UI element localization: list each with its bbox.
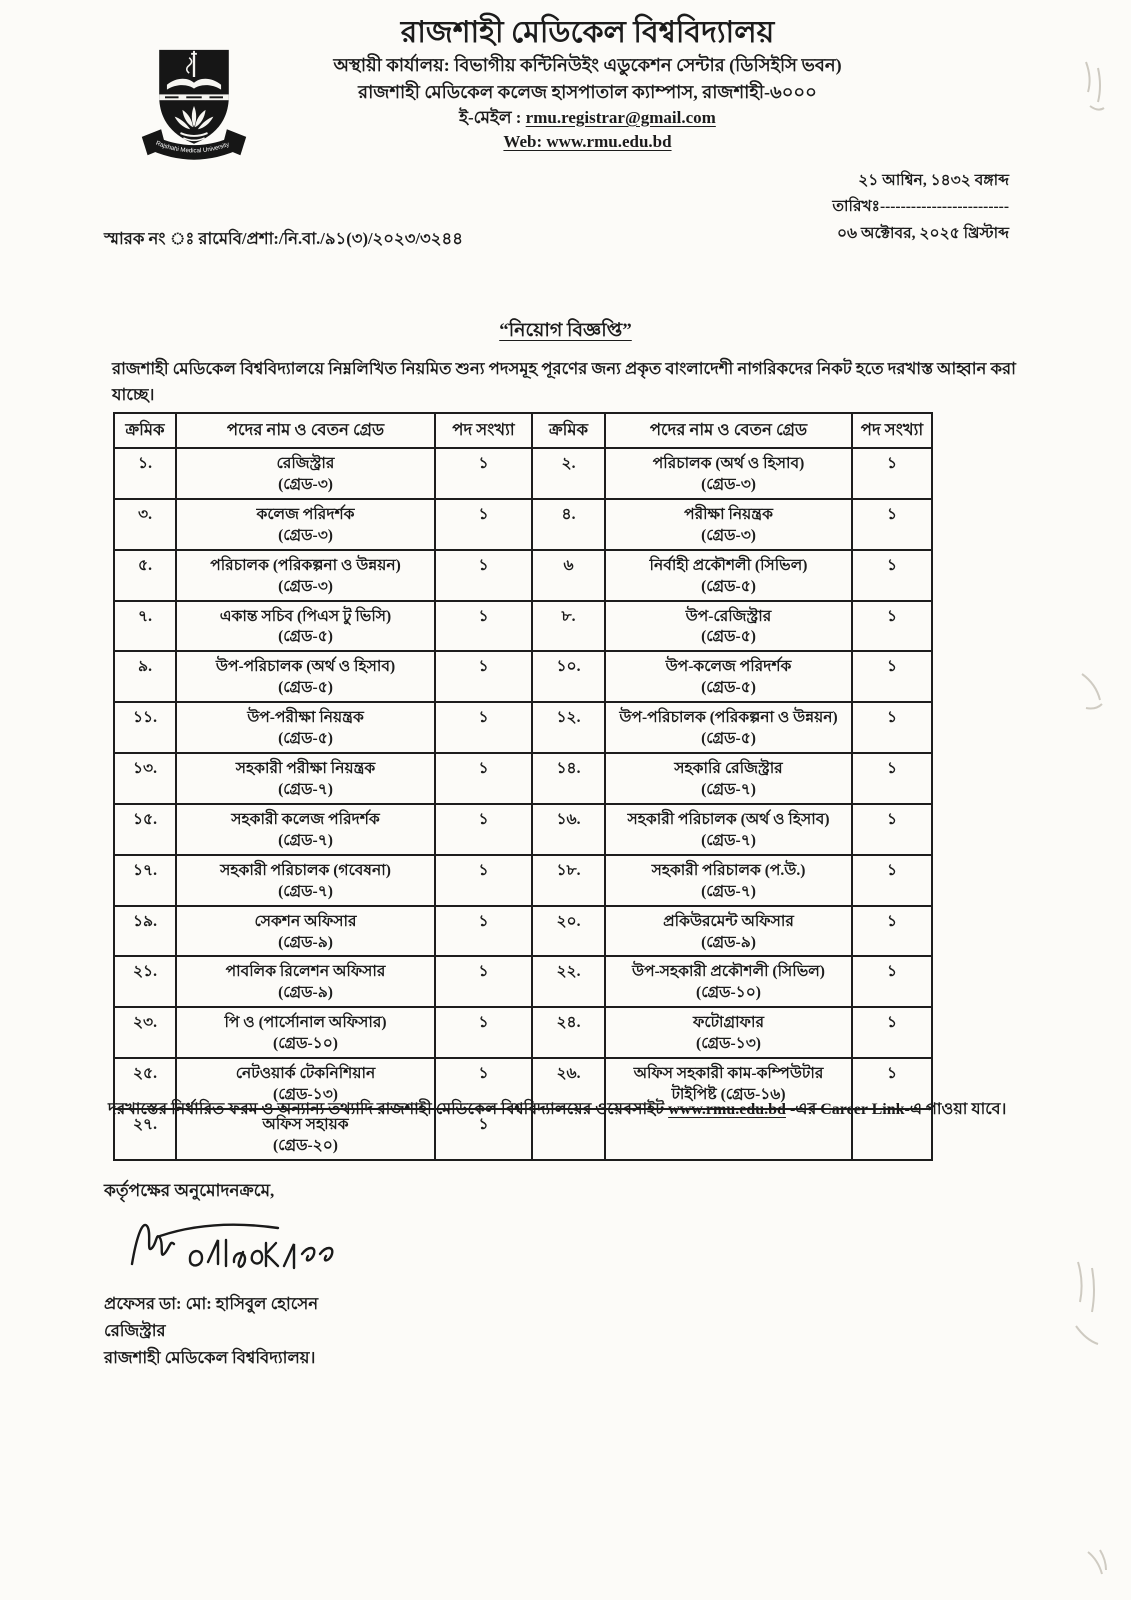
post-cell (176, 499, 435, 550)
post-count-cell: ১ (435, 906, 532, 957)
post-count-cell: ১ (435, 1058, 532, 1109)
post-count-cell: ১ (435, 601, 532, 652)
post-name: অফিস সহায়ক (262, 1115, 349, 1133)
post-name: উপ-পরীক্ষা নিয়ন্ত্রক (247, 709, 364, 727)
post-cell (176, 753, 435, 804)
email-line (44, 106, 1131, 131)
signatory-name: প্রফেসর ডা: মো: হাসিবুল হোসেন (104, 1294, 319, 1313)
post-name: একান্ত সচিব (পিএস টু ভিসি) (219, 607, 392, 625)
table-header-row (114, 413, 932, 448)
scan-artifact (1062, 1258, 1108, 1354)
serial-cell: ১৫. (114, 804, 176, 855)
post-count-cell: ১ (852, 448, 932, 499)
post-count-cell: ১ (852, 1058, 932, 1109)
post-count-cell: ১ (435, 1109, 532, 1160)
post-count-cell: ১ (852, 651, 932, 702)
post-grade: (গ্রেড-৩) (278, 526, 333, 544)
post-count-cell: ১ (435, 753, 532, 804)
post-cell (176, 601, 435, 652)
header-serial: ক্রমিক (114, 413, 176, 448)
post-name: সহকারী পরিচালক (প.উ.) (651, 861, 806, 879)
serial-cell: ১৮. (532, 855, 605, 906)
post-name: উপ-কলেজ পরিদর্শক (665, 658, 792, 676)
post-name: উপ-সহকারী প্রকৌশলী (সিভিল) (632, 963, 825, 981)
post-count-cell: ১ (852, 753, 932, 804)
post-grade: (গ্রেড-৭) (278, 882, 333, 900)
post-count-cell: ১ (435, 702, 532, 753)
post-cell (605, 956, 852, 1007)
serial-cell: ৪. (532, 499, 605, 550)
post-cell (605, 855, 852, 906)
post-name: সেকশন অফিসার (254, 912, 357, 930)
post-cell (176, 1007, 435, 1058)
header-post-count: পদ সংখ্যা (435, 413, 532, 448)
scan-artifact (1072, 668, 1112, 720)
serial-cell: ১৩. (114, 753, 176, 804)
post-cell (176, 956, 435, 1007)
post-cell (605, 448, 852, 499)
post-name: পরিচালক (অর্থ ও হিসাব) (652, 455, 805, 472)
post-grade: (গ্রেড-৭) (278, 780, 333, 798)
post-count-cell: ১ (435, 651, 532, 702)
table-row (114, 702, 932, 753)
post-name: সহকারী পরীক্ষা নিয়ন্ত্রক (235, 760, 376, 778)
post-name: অফিস সহকারী কাম-কম্পিউটার (633, 1065, 824, 1083)
serial-cell: ২৫. (114, 1058, 176, 1109)
post-grade: (গ্রেড-১৩) (273, 1086, 338, 1104)
post-grade: (গ্রেড-৭) (278, 831, 333, 849)
post-cell (176, 804, 435, 855)
post-name: পরিচালক (পরিকল্পনা ও উন্নয়ন) (210, 556, 401, 574)
post-grade: (গ্রেড-৫) (701, 679, 756, 697)
serial-cell: ১. (114, 448, 176, 499)
serial-cell: ৭. (114, 601, 176, 652)
post-cell (176, 906, 435, 957)
post-name: সহকারী পরিচালক (অর্থ ও হিসাব) (627, 810, 830, 828)
table-row (114, 855, 932, 906)
post-grade: (গ্রেড-৩) (701, 475, 756, 493)
serial-cell: ৮. (532, 601, 605, 652)
signature (126, 1210, 341, 1287)
post-grade: (গ্রেড-৩) (278, 577, 333, 595)
scan-artifact (1080, 1546, 1114, 1582)
post-count-cell: ১ (435, 804, 532, 855)
serial-cell: ২০. (532, 906, 605, 957)
post-grade: (গ্রেড-৫) (278, 628, 333, 646)
serial-cell: ১০. (532, 651, 605, 702)
post-cell (605, 906, 852, 957)
serial-cell: ১৭. (114, 855, 176, 906)
table-row (114, 906, 932, 957)
notice-intro: রাজশাহী মেডিকেল বিশ্ববিদ্যালয়ে নিম্নলিখিত নিয়মিত শুন্য পদসমূহ পূরণের জন্য প্রকৃত বাংলাদেশী নাগরিকদের নিকট হতে দরখাস্ত আহ্বান করা যাচ্ছে। (112, 359, 1016, 405)
post-count-cell: ১ (435, 956, 532, 1007)
table-row (114, 651, 932, 702)
table-row (114, 448, 932, 499)
post-name: পাবলিক রিলেশন অফিসার (225, 963, 386, 981)
header-post-count: পদ সংখ্যা (852, 413, 932, 448)
note-website-link: www.rmu.edu.bd (668, 1101, 786, 1118)
post-name: সহকারী কলেজ পরিদর্শক (231, 810, 380, 828)
post-grade: (গ্রেড-৭) (701, 780, 756, 798)
post-grade: (গ্রেড-২০) (273, 1136, 338, 1154)
post-count-cell: ১ (852, 702, 932, 753)
application-note (108, 1096, 1006, 1123)
post-grade: (গ্রেড-৭) (701, 831, 756, 849)
table-row (114, 499, 932, 550)
post-cell (176, 550, 435, 601)
notice-title: “নিয়োগ বিজ্ঞপ্তি” (499, 320, 632, 341)
serial-cell: ২. (532, 448, 605, 499)
office-address-line2: রাজশাহী মেডিকেল কলেজ হাসপাতাল ক্যাম্পাস, রাজশাহী-৬০০০ (358, 81, 817, 102)
post-grade: (গ্রেড-৫) (278, 730, 333, 748)
post-count-cell: ১ (852, 499, 932, 550)
post-cell (605, 702, 852, 753)
header-serial: ক্রমিক (532, 413, 605, 448)
table-row (114, 1007, 932, 1058)
table-row (114, 601, 932, 652)
post-name: নির্বাহী প্রকৌশলী (সিভিল) (649, 556, 808, 574)
post-name: পরীক্ষা নিয়ন্ত্রক (684, 505, 773, 523)
post-cell (605, 753, 852, 804)
post-count-cell: ১ (435, 550, 532, 601)
post-name: সহকারী পরিচালক (গবেষনা) (220, 861, 391, 879)
memo-number: স্মারক নং ঃ রামেবি/প্রশা:/নি.বা./৯১(৩)/২০২৩/৩২৪৪ (104, 229, 463, 248)
logo-banner-text: Rajshahi Medical University (154, 139, 231, 155)
email-address: rmu.registrar@gmail.com (525, 107, 716, 127)
post-count-cell: ১ (852, 906, 932, 957)
post-name: উপ-পরিচালক (পরিকল্পনা ও উন্নয়ন) (619, 709, 838, 727)
header-post-name: পদের নাম ও বেতন গ্রেড (605, 413, 852, 448)
gregorian-date: ০৬ অক্টোবর, ২০২৫ খ্রিস্টাব্দ (836, 224, 1009, 242)
serial-cell: ২২. (532, 956, 605, 1007)
post-cell (176, 855, 435, 906)
serial-cell: ১৯. (114, 906, 176, 957)
post-grade: (গ্রেড-১০) (696, 984, 761, 1002)
table-row (114, 956, 932, 1007)
post-cell (605, 1007, 852, 1058)
post-name: পি ও (পার্সোনাল অফিসার) (224, 1014, 387, 1032)
post-cell (176, 702, 435, 753)
post-grade: (গ্রেড-৫) (701, 628, 756, 646)
post-cell (605, 651, 852, 702)
date-block (832, 168, 1009, 247)
post-cell (605, 804, 852, 855)
post-name: উপ-পরিচালক (অর্থ ও হিসাব) (215, 658, 396, 676)
post-count-cell: ১ (852, 601, 932, 652)
serial-cell: ১১. (114, 702, 176, 753)
post-grade: (গ্রেড-৫) (278, 679, 333, 697)
post-name: উপ-রেজিস্ট্রার (685, 607, 772, 625)
table-row (114, 804, 932, 855)
handwritten-signature-icon (126, 1210, 341, 1282)
note-text-after: -এর Career Link-এ পাওয়া যাবে। (785, 1101, 1007, 1118)
bangla-date: ২১ আশ্বিন, ১৪৩২ বঙ্গাব্দ (858, 172, 1009, 189)
post-grade: (গ্রেড-৯) (701, 933, 756, 951)
serial-cell: ২৭. (114, 1109, 176, 1160)
post-name: ফটোগ্রাফার (693, 1014, 764, 1032)
serial-cell: ১৬. (532, 804, 605, 855)
serial-cell: ৩. (114, 499, 176, 550)
date-label-line: তারিখঃ------------------------- (832, 198, 1009, 216)
university-name: রাজশাহী মেডিকেল বিশ্ববিদ্যালয় (400, 16, 775, 49)
post-name: নেটওয়ার্ক টেকনিশিয়ান (235, 1065, 376, 1083)
post-name: সহকারি রেজিস্ট্রার (674, 760, 783, 778)
post-count-cell: ১ (852, 550, 932, 601)
post-name: রেজিস্ট্রার (276, 455, 335, 472)
post-grade: (গ্রেড-৯) (278, 984, 333, 1002)
serial-cell: ২৪. (532, 1007, 605, 1058)
post-grade: (গ্রেড-১০) (273, 1035, 338, 1053)
post-count-cell: ১ (435, 448, 532, 499)
post-grade: টাইপিষ্ট (গ্রেড-১৬) (671, 1086, 786, 1104)
serial-cell: ৯. (114, 651, 176, 702)
note-text-before: দরখাস্তের নির্ধারিত ফরম ও অন্যান্য তথ্যাদি রাজশাহী মেডিকেল বিশ্ববিদ্যালয়ের ওয়েবসাইট (108, 1101, 669, 1118)
post-count-cell: ১ (435, 855, 532, 906)
serial-cell: ২৩. (114, 1007, 176, 1058)
approval-line: কর্তৃপক্ষের অনুমোদনক্রমে, (104, 1181, 275, 1200)
post-grade: (গ্রেড-৯) (278, 933, 333, 951)
post-count-cell: ১ (852, 1007, 932, 1058)
serial-cell: ১৪. (532, 753, 605, 804)
post-grade: (গ্রেড-৭) (701, 882, 756, 900)
post-cell (176, 651, 435, 702)
post-cell (605, 601, 852, 652)
signatory-title: রেজিস্ট্রার (104, 1321, 166, 1341)
positions-tbody (114, 448, 932, 1160)
office-address-line1: অস্থায়ী কার্যালয়: বিভাগীয় কন্টিনিউইং এডুকেশন সেন্টার (ডিসিইসি ভবন) (333, 54, 842, 75)
post-name: কলেজ পরিদর্শক (256, 505, 355, 523)
post-grade: (গ্রেড-৫) (701, 577, 756, 595)
post-grade: (গ্রেড-৩) (701, 526, 756, 544)
post-count-cell: ১ (435, 499, 532, 550)
serial-cell: ৬ (532, 550, 605, 601)
serial-cell: ২১. (114, 956, 176, 1007)
positions-table-wrap (113, 412, 933, 1161)
letterhead (44, 14, 1131, 155)
serial-cell: ৫. (114, 550, 176, 601)
post-cell (605, 550, 852, 601)
post-count-cell: ১ (852, 804, 932, 855)
post-count-cell: ১ (435, 1007, 532, 1058)
email-label: ই-মেইল : (459, 107, 526, 127)
website-line: Web: www.rmu.edu.bd (503, 132, 672, 152)
post-grade: (গ্রেড-৫) (701, 730, 756, 748)
post-cell (605, 499, 852, 550)
post-grade: (গ্রেড-১৩) (696, 1035, 761, 1053)
post-cell (176, 448, 435, 499)
signatory-block (104, 1290, 318, 1372)
table-row (114, 753, 932, 804)
post-count-cell: ১ (852, 956, 932, 1007)
post-grade: (গ্রেড-৩) (278, 475, 333, 493)
serial-cell: ১২. (532, 702, 605, 753)
positions-table (113, 412, 933, 1161)
post-name: প্রকিউরমেন্ট অফিসার (663, 912, 794, 930)
table-row (114, 550, 932, 601)
signatory-organization: রাজশাহী মেডিকেল বিশ্ববিদ্যালয়। (104, 1348, 316, 1368)
serial-cell: ২৬. (532, 1058, 605, 1109)
post-count-cell: ১ (852, 855, 932, 906)
header-post-name: পদের নাম ও বেতন গ্রেড (176, 413, 435, 448)
